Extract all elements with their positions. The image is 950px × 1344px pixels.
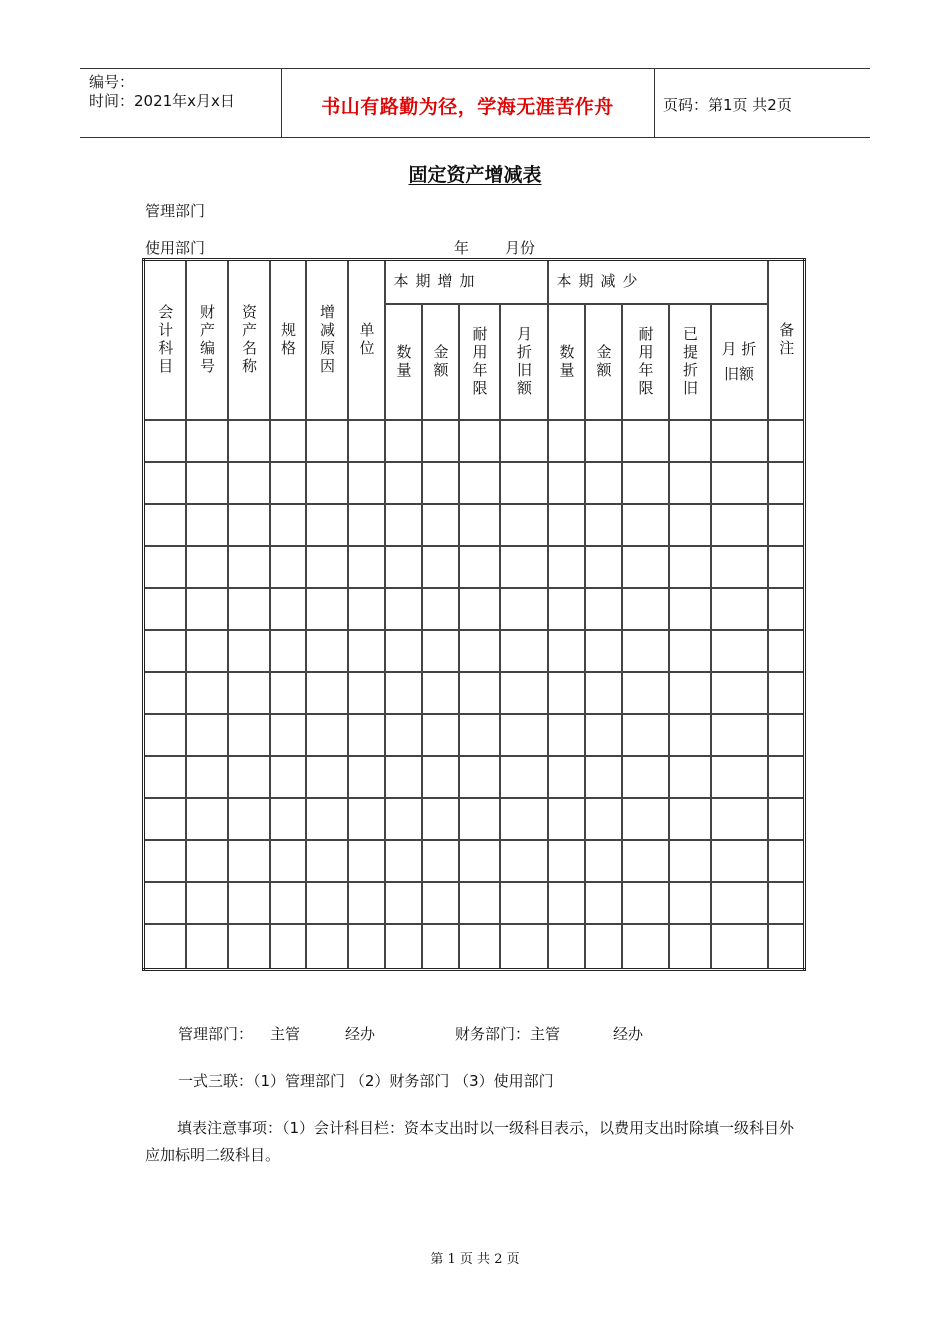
table-cell[interactable] [228, 546, 270, 588]
table-cell[interactable] [585, 798, 622, 840]
table-cell[interactable] [548, 672, 585, 714]
table-cell[interactable] [711, 504, 768, 546]
table-cell[interactable] [186, 672, 228, 714]
col-reason: 增减原因 [306, 260, 348, 420]
table-cell[interactable] [144, 840, 186, 882]
header-page-cell [654, 69, 870, 137]
table-cell[interactable] [348, 798, 385, 840]
table-cell[interactable] [144, 462, 186, 504]
table-row [144, 672, 805, 714]
table-cell[interactable] [548, 756, 585, 798]
table-cell[interactable] [500, 420, 548, 462]
table-cell[interactable] [348, 546, 385, 588]
header-row-groups [144, 260, 805, 304]
table-cell[interactable] [500, 798, 548, 840]
table-cell[interactable] [144, 546, 186, 588]
table-cell[interactable] [385, 714, 422, 756]
table-cell[interactable] [186, 504, 228, 546]
table-cell[interactable] [186, 588, 228, 630]
table-cell[interactable] [768, 840, 805, 882]
sig-fin-clerk: 经办 [613, 1025, 644, 1043]
table-cell[interactable] [711, 882, 768, 924]
table-cell[interactable] [385, 546, 422, 588]
table-cell[interactable] [459, 630, 500, 672]
table-cell[interactable] [186, 420, 228, 462]
table-cell[interactable] [669, 546, 711, 588]
table-cell[interactable] [585, 420, 622, 462]
table-cell[interactable] [459, 756, 500, 798]
group-increase: 本期增加 [385, 260, 548, 304]
table-cell[interactable] [548, 630, 585, 672]
table-cell[interactable] [348, 462, 385, 504]
table-cell[interactable] [548, 588, 585, 630]
table-cell[interactable] [270, 630, 306, 672]
table-cell[interactable] [306, 756, 348, 798]
table-cell[interactable] [669, 504, 711, 546]
table-cell[interactable] [385, 420, 422, 462]
table-cell[interactable] [768, 714, 805, 756]
table-row [144, 798, 805, 840]
col-remark: 备注 [768, 260, 805, 420]
table-row [144, 504, 805, 546]
table-row [144, 840, 805, 882]
table-cell[interactable] [622, 462, 669, 504]
table-cell[interactable] [711, 840, 768, 882]
table-cell[interactable] [711, 420, 768, 462]
table-cell[interactable] [585, 546, 622, 588]
table-cell[interactable] [585, 924, 622, 970]
table-cell[interactable] [348, 672, 385, 714]
table-cell[interactable] [348, 882, 385, 924]
table-cell[interactable] [548, 420, 585, 462]
header-motto-cell [281, 69, 655, 137]
table-row [144, 420, 805, 462]
table-cell[interactable] [348, 840, 385, 882]
table-cell[interactable] [422, 420, 459, 462]
table-cell[interactable] [459, 882, 500, 924]
table-cell[interactable] [422, 546, 459, 588]
table-cell[interactable] [768, 546, 805, 588]
table-cell[interactable] [711, 924, 768, 970]
table-cell[interactable] [459, 924, 500, 970]
table-cell[interactable] [422, 462, 459, 504]
table-cell[interactable] [144, 756, 186, 798]
table-row [144, 924, 805, 970]
table-cell[interactable] [186, 546, 228, 588]
table-cell[interactable] [306, 630, 348, 672]
table-cell[interactable] [622, 504, 669, 546]
table-row [144, 630, 805, 672]
table-cell[interactable] [622, 714, 669, 756]
table-cell[interactable] [228, 798, 270, 840]
col-account: 会计科目 [144, 260, 186, 420]
table-cell[interactable] [669, 462, 711, 504]
table-cell[interactable] [186, 714, 228, 756]
table-cell[interactable] [385, 840, 422, 882]
table-cell[interactable] [422, 504, 459, 546]
table-cell[interactable] [768, 756, 805, 798]
table-body [144, 420, 805, 970]
table-cell[interactable] [144, 882, 186, 924]
dec-useful-life: 耐用年限 [622, 304, 669, 420]
table-cell[interactable] [622, 588, 669, 630]
table-cell[interactable] [144, 588, 186, 630]
table-cell[interactable] [228, 504, 270, 546]
date-line: 时间：2021年x月x日 [89, 92, 235, 110]
dec-quantity: 数量 [548, 304, 585, 420]
table-cell[interactable] [669, 630, 711, 672]
table-cell[interactable] [186, 840, 228, 882]
dec-accum-depr: 已提折旧 [669, 304, 711, 420]
table-cell[interactable] [422, 672, 459, 714]
table-cell[interactable] [385, 630, 422, 672]
table-cell[interactable] [711, 546, 768, 588]
table-cell[interactable] [585, 588, 622, 630]
table-cell[interactable] [585, 672, 622, 714]
dec-amount: 金额 [585, 304, 622, 420]
col-spec: 规格 [270, 260, 306, 420]
table-cell[interactable] [500, 672, 548, 714]
table-cell[interactable] [228, 420, 270, 462]
sig-fin-dept: 财务部门：主管 [455, 1025, 561, 1043]
table-cell[interactable] [459, 420, 500, 462]
table-cell[interactable] [228, 882, 270, 924]
table-cell[interactable] [711, 672, 768, 714]
table-cell[interactable] [348, 504, 385, 546]
table-cell[interactable] [422, 714, 459, 756]
table-cell[interactable] [348, 756, 385, 798]
table-cell[interactable] [144, 630, 186, 672]
table-cell[interactable] [228, 630, 270, 672]
table-cell[interactable] [270, 756, 306, 798]
table-cell[interactable] [548, 546, 585, 588]
table-cell[interactable] [348, 588, 385, 630]
dec-monthly-depr: 月 折旧额 [711, 304, 768, 420]
col-asset-name: 资产名称 [228, 260, 270, 420]
table-cell[interactable] [711, 798, 768, 840]
table-cell[interactable] [186, 798, 228, 840]
table-cell[interactable] [270, 714, 306, 756]
table-cell[interactable] [228, 714, 270, 756]
copies-note: 一式三联：（1）管理部门 （2）财务部门 （3）使用部门 [178, 1072, 554, 1090]
table-cell[interactable] [306, 420, 348, 462]
table-row [144, 588, 805, 630]
table-cell[interactable] [669, 756, 711, 798]
table-cell[interactable] [144, 420, 186, 462]
table-cell[interactable] [228, 924, 270, 970]
table-cell[interactable] [768, 420, 805, 462]
table-cell[interactable] [306, 882, 348, 924]
table-cell[interactable] [768, 672, 805, 714]
inc-monthly-depr: 月折旧额 [500, 304, 548, 420]
table-cell[interactable] [459, 714, 500, 756]
table-cell[interactable] [186, 756, 228, 798]
year-label: 年 [454, 239, 470, 257]
table-cell[interactable] [144, 672, 186, 714]
table-cell[interactable] [669, 882, 711, 924]
table-cell[interactable] [270, 672, 306, 714]
table-cell[interactable] [500, 882, 548, 924]
table-cell[interactable] [422, 756, 459, 798]
table-cell[interactable] [669, 588, 711, 630]
table-cell[interactable] [306, 588, 348, 630]
page-title: 固定资产增减表 [408, 164, 542, 186]
serial-label: 编号： [89, 73, 135, 91]
table-cell[interactable] [385, 924, 422, 970]
table-cell[interactable] [585, 630, 622, 672]
table-cell[interactable] [669, 714, 711, 756]
table-cell[interactable] [270, 882, 306, 924]
table-cell[interactable] [186, 924, 228, 970]
table-cell[interactable] [622, 672, 669, 714]
table-cell[interactable] [306, 714, 348, 756]
table-cell[interactable] [622, 924, 669, 970]
sig-mgmt-head: 主管 [270, 1025, 301, 1043]
table-cell[interactable] [548, 882, 585, 924]
table-cell[interactable] [622, 756, 669, 798]
month-label: 月份 [505, 239, 536, 257]
table-cell[interactable] [306, 924, 348, 970]
table-cell[interactable] [500, 924, 548, 970]
table-cell[interactable] [622, 420, 669, 462]
table-cell[interactable] [422, 840, 459, 882]
table-cell[interactable] [585, 756, 622, 798]
table-cell[interactable] [459, 840, 500, 882]
table-cell[interactable] [711, 462, 768, 504]
page-footer: 第 1 页 共 2 页 [430, 1252, 520, 1267]
table-cell[interactable] [144, 924, 186, 970]
table-cell[interactable] [459, 462, 500, 504]
table-cell[interactable] [459, 798, 500, 840]
table-cell[interactable] [385, 798, 422, 840]
table-cell[interactable] [768, 630, 805, 672]
table-cell[interactable] [711, 714, 768, 756]
table-cell[interactable] [306, 546, 348, 588]
asset-change-table [142, 258, 806, 971]
table-cell[interactable] [385, 756, 422, 798]
inc-amount: 金额 [422, 304, 459, 420]
table-cell[interactable] [270, 504, 306, 546]
table-cell[interactable] [306, 798, 348, 840]
table-cell[interactable] [548, 462, 585, 504]
table-cell[interactable] [348, 924, 385, 970]
table-cell[interactable] [500, 588, 548, 630]
table-cell[interactable] [500, 714, 548, 756]
table-cell[interactable] [385, 672, 422, 714]
col-asset-no: 财产编号 [186, 260, 228, 420]
sig-mgmt-dept: 管理部门： [178, 1025, 254, 1043]
table-row [144, 546, 805, 588]
table-cell[interactable] [669, 924, 711, 970]
table-cell[interactable] [270, 420, 306, 462]
table-cell[interactable] [500, 504, 548, 546]
use-dept-label: 使用部门 [145, 239, 206, 257]
table-cell[interactable] [385, 462, 422, 504]
table-cell[interactable] [768, 504, 805, 546]
header-motto: 书山有路勤为径，学海无涯苦作舟 [321, 96, 614, 118]
table-cell[interactable] [270, 798, 306, 840]
table-cell[interactable] [186, 882, 228, 924]
table-row [144, 462, 805, 504]
table-cell[interactable] [459, 546, 500, 588]
table-cell[interactable] [270, 588, 306, 630]
inc-useful-life: 耐用年限 [459, 304, 500, 420]
table-cell[interactable] [270, 924, 306, 970]
table-cell[interactable] [622, 630, 669, 672]
table-cell[interactable] [768, 924, 805, 970]
table-cell[interactable] [711, 630, 768, 672]
table-cell[interactable] [622, 546, 669, 588]
table-cell[interactable] [459, 588, 500, 630]
table-cell[interactable] [186, 462, 228, 504]
table-cell[interactable] [144, 714, 186, 756]
table-cell[interactable] [500, 546, 548, 588]
table-cell[interactable] [385, 882, 422, 924]
table-cell[interactable] [548, 798, 585, 840]
table-row [144, 714, 805, 756]
table-cell[interactable] [306, 840, 348, 882]
table-cell[interactable] [306, 672, 348, 714]
table-cell[interactable] [622, 798, 669, 840]
table-cell[interactable] [548, 504, 585, 546]
table-cell[interactable] [228, 840, 270, 882]
table-cell[interactable] [585, 714, 622, 756]
table-cell[interactable] [422, 630, 459, 672]
table-cell[interactable] [186, 630, 228, 672]
table-cell[interactable] [422, 924, 459, 970]
group-decrease: 本期减少 [548, 260, 768, 304]
table-cell[interactable] [270, 840, 306, 882]
table-cell[interactable] [669, 798, 711, 840]
table-cell[interactable] [711, 588, 768, 630]
table-cell[interactable] [348, 420, 385, 462]
table-cell[interactable] [500, 630, 548, 672]
table-cell[interactable] [270, 462, 306, 504]
table-cell[interactable] [548, 924, 585, 970]
table-cell[interactable] [348, 714, 385, 756]
table-cell[interactable] [306, 462, 348, 504]
sig-mgmt-clerk: 经办 [345, 1025, 376, 1043]
table-cell[interactable] [144, 504, 186, 546]
table-cell[interactable] [385, 504, 422, 546]
table-cell[interactable] [500, 756, 548, 798]
table-cell[interactable] [585, 882, 622, 924]
table-cell[interactable] [228, 588, 270, 630]
table-cell[interactable] [422, 588, 459, 630]
header-meta-cell [80, 69, 282, 137]
table-cell[interactable] [622, 840, 669, 882]
table-cell[interactable] [768, 798, 805, 840]
table-cell[interactable] [500, 462, 548, 504]
table-cell[interactable] [422, 798, 459, 840]
table-cell[interactable] [669, 672, 711, 714]
table-cell[interactable] [306, 504, 348, 546]
table-cell[interactable] [768, 882, 805, 924]
table-cell[interactable] [585, 840, 622, 882]
header-page-info: 页码：第1页 共2页 [663, 96, 792, 114]
table-cell[interactable] [768, 462, 805, 504]
inc-quantity: 数量 [385, 304, 422, 420]
table-cell[interactable] [669, 420, 711, 462]
table-cell[interactable] [548, 840, 585, 882]
table-cell[interactable] [228, 462, 270, 504]
table-cell[interactable] [144, 798, 186, 840]
table-cell[interactable] [270, 546, 306, 588]
table-row [144, 882, 805, 924]
table-cell[interactable] [622, 882, 669, 924]
mgmt-dept-label: 管理部门 [145, 202, 206, 220]
table-cell[interactable] [669, 840, 711, 882]
document-header [80, 68, 870, 138]
table-cell[interactable] [585, 462, 622, 504]
col-unit: 单位 [348, 260, 385, 420]
table-cell[interactable] [228, 756, 270, 798]
table-row [144, 756, 805, 798]
table-cell[interactable] [768, 588, 805, 630]
table-cell[interactable] [422, 882, 459, 924]
table-cell[interactable] [459, 504, 500, 546]
table-cell[interactable] [548, 714, 585, 756]
table-cell[interactable] [585, 504, 622, 546]
table-cell[interactable] [459, 672, 500, 714]
instructions: 填表注意事项：（1）会计科目栏：资本支出时以一级科目表示，以费用支出时除填一级科目外应加标明二级科目。 [145, 1119, 795, 1164]
table-cell[interactable] [348, 630, 385, 672]
table-cell[interactable] [500, 840, 548, 882]
table-cell[interactable] [385, 588, 422, 630]
table-cell[interactable] [711, 756, 768, 798]
table-cell[interactable] [228, 672, 270, 714]
